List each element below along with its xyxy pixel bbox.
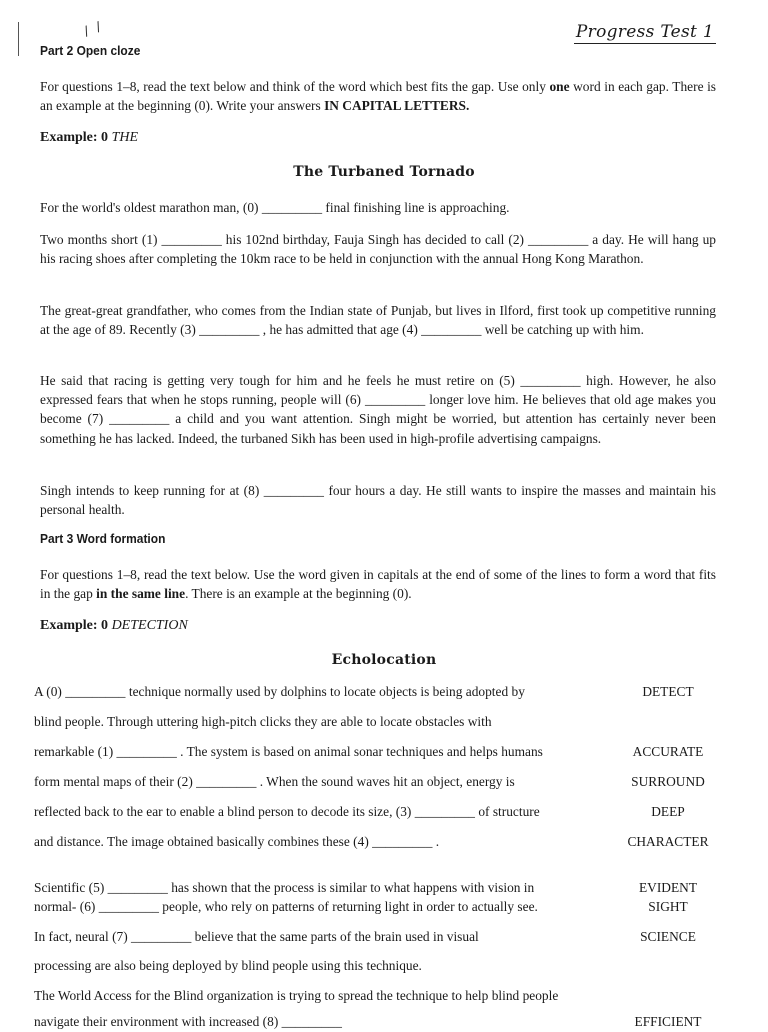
- part3-title: Echolocation: [331, 652, 437, 668]
- wf-line-3: [34, 772, 734, 792]
- wf-stem-word: SCIENCE: [640, 929, 696, 944]
- wf-line-8: [34, 927, 734, 947]
- wf-line-9: [34, 956, 734, 976]
- part2-paragraph-4: Singh intends to keep running for at (8) _________ four hours a day. He still wants to inspire the masses and maintain his personal health.: [40, 483, 716, 518]
- part3-heading: Part 3 Word formation: [40, 531, 166, 546]
- handwritten-test-label: Progress Test 1: [575, 22, 714, 42]
- wf-line-2: [34, 742, 734, 762]
- wf-line-10: [34, 986, 734, 1006]
- wf-stem-word: SURROUND: [631, 774, 705, 789]
- part2-paragraph-1: Two months short (1) _________ his 102nd birthday, Fauja Singh has decided to call (2) _________ a day. He will hang up his racing shoes after completing the 10km race to be held in conjunction with the annual Hong Kong Marathon.: [40, 232, 716, 267]
- wf-stem-word: DEEP: [651, 804, 685, 819]
- part3-instructions-bold: in the same line: [96, 586, 186, 602]
- part3-example-answer: DETECTION: [111, 618, 188, 633]
- wf-stem-word: DETECT: [642, 684, 694, 699]
- wf-line-text: blind people. Through uttering high-pitch clicks they are able to locate obstacles with: [34, 714, 492, 729]
- wf-line-text: In fact, neural (7) _________ believe that the same parts of the brain used in visual: [34, 929, 479, 944]
- wf-line-text: and distance. The image obtained basically combines these (4) _________ .: [34, 834, 440, 849]
- wf-line-text: normal- (6) _________ people, who rely on patterns of returning light in order to actually see.: [34, 899, 538, 914]
- wf-line-11: [34, 1012, 734, 1032]
- part2-paragraph-2: The great-great grandfather, who comes from the Indian state of Punjab, but lives in Ilford, first took up competitive running at the age of 89. Recently (3) _________ , he has admitted that age (4) _________ well be catching up with him.: [40, 303, 716, 338]
- part3-instructions: [40, 565, 716, 603]
- wf-line-6: [34, 878, 734, 898]
- part3-example: [40, 618, 188, 634]
- part2-instructions: [40, 77, 716, 115]
- wf-line-4: [34, 802, 734, 822]
- wf-stem-word: ACCURATE: [632, 744, 704, 759]
- wf-line-text: remarkable (1) _________ . The system is based on animal sonar techniques and helps humans: [34, 744, 543, 759]
- part2-paragraph-0: For the world's oldest marathon man, (0) _________ final finishing line is approaching.: [40, 200, 510, 215]
- wf-line-5: [34, 832, 734, 852]
- wf-line-0: [34, 682, 734, 702]
- wf-line-text: A (0) _________ technique normally used by dolphins to locate objects is being adopted by: [34, 684, 525, 699]
- part2-title: The Turbaned Tornado: [293, 164, 475, 180]
- wf-line-text: reflected back to the ear to enable a blind person to decode its size, (3) _________ of structure: [34, 804, 540, 819]
- wf-line-text: Scientific (5) _________ has shown that the process is similar to what happens with vision in: [34, 880, 535, 895]
- wf-line-text: form mental maps of their (2) _________ . When the sound waves hit an object, energy is: [34, 774, 515, 789]
- margin-mark: [18, 22, 19, 56]
- wf-line-7: [34, 897, 734, 917]
- part2-paragraph-3: He said that racing is getting very tough for him and he feels he must retire on (5) _________ high. However, he also expressed fears that when he stops running, people will (6) _________ longer love him. He believes that old age makes you become (7) _________ a child and you want attention. Singh might be worried, but attention has certainly never been something he has lacked. Indeed, the turbaned Sikh has been used in high-profile advertising campaigns.: [40, 373, 716, 446]
- part2-instructions-b: word in each gap. There is an example at the beginning (0). Write your answers: [40, 79, 717, 114]
- wf-stem-word: EVIDENT: [638, 880, 697, 895]
- wf-line-text: The World Access for the Blind organization is trying to spread the technique to help blind people: [34, 988, 559, 1003]
- part3-instructions-a: For questions 1–8, read the text below. Use the word given in capitals at the end of some of the lines to form a word that fits in the gap: [40, 567, 716, 602]
- part2-example-label: Example: 0: [40, 130, 112, 145]
- part2-heading: Part 2 Open cloze: [40, 43, 141, 58]
- part2-example: [40, 130, 138, 146]
- wf-line-1: [34, 712, 734, 732]
- part2-instructions-caps: IN CAPITAL LETTERS.: [324, 98, 470, 114]
- wf-stem-word: SIGHT: [648, 899, 688, 914]
- wf-stem-word: CHARACTER: [627, 834, 709, 849]
- part2-instructions-bold: one: [549, 79, 570, 94]
- wf-line-text: navigate their environment with increased (8) _________: [34, 1014, 342, 1029]
- part2-example-answer: THE: [111, 130, 139, 145]
- part3-instructions-b: . There is an example at the beginning (0).: [185, 586, 412, 602]
- wf-line-text: processing are also being deployed by blind people using this technique.: [34, 958, 422, 973]
- wf-stem-word: EFFICIENT: [634, 1014, 702, 1029]
- pencil-tick-marks: / /: [81, 19, 104, 40]
- part2-instructions-a: For questions 1–8, read the text below and think of the word which best fits the gap. Use only: [40, 79, 550, 94]
- part3-example-label: Example: 0: [40, 618, 112, 633]
